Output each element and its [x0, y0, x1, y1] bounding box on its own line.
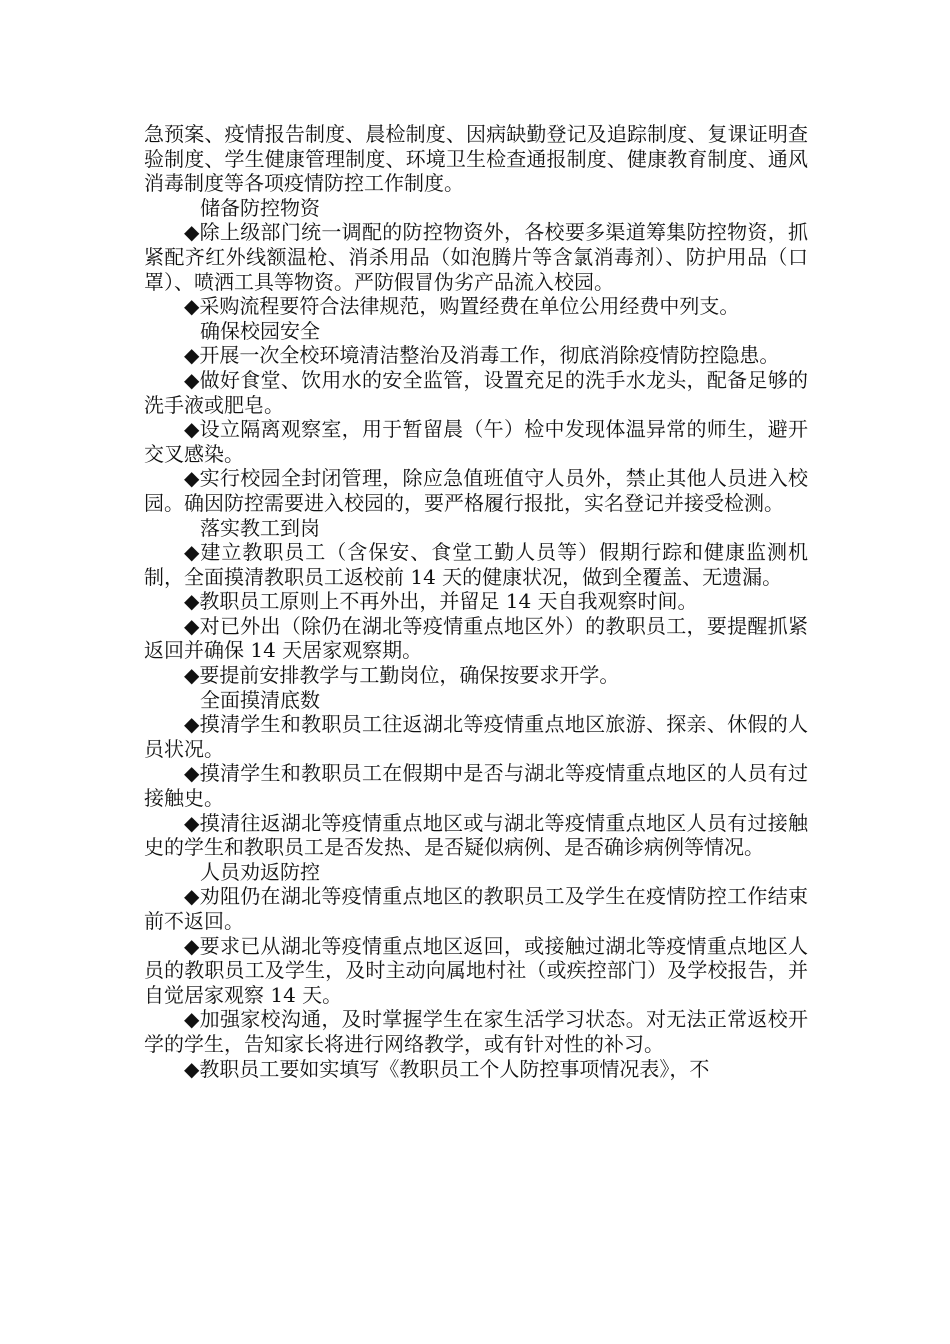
- list-item: ◆摸清学生和教职员工往返湖北等疫情重点地区旅游、探亲、休假的人员状况。: [144, 712, 808, 761]
- list-item: ◆建立教职员工（含保安、食堂工勤人员等）假期行踪和健康监测机制，全面摸清教职员工返校前 14 天的健康状况，做到全覆盖、无遗漏。: [144, 540, 808, 589]
- list-item: ◆教职员工要如实填写《教职员工个人防控事项情况表》，不: [184, 1056, 710, 1081]
- list-item: ◆设立隔离观察室，用于暂留晨（午）检中发现体温异常的师生，避开交叉感染。: [144, 417, 808, 466]
- list-item: ◆要求已从湖北等疫情重点地区返回，或接触过湖北等疫情重点地区人员的教职员工及学生，及时主动向属地村社（或疾控部门）及学校报告，并自觉居家观察 14 天。: [144, 933, 808, 1007]
- list-item: ◆教职员工原则上不再外出，并留足 14 天自我观察时间。: [184, 589, 698, 614]
- section-heading-persuasion: 人员劝返防控: [200, 859, 320, 884]
- section-heading-campus-safety: 确保校园安全: [200, 318, 320, 343]
- list-item: ◆摸清往返湖北等疫情重点地区或与湖北等疫情重点地区人员有过接触史的学生和教职员工是否发热、是否疑似病例、是否确诊病例等情况。: [144, 810, 808, 860]
- section-heading-staff: 落实教工到岗: [200, 515, 320, 540]
- document-page: [144, 122, 808, 1081]
- list-item: ◆摸清学生和教职员工在假期中是否与湖北等疫情重点地区的人员有过接触史。: [144, 761, 808, 811]
- list-item: ◆对已外出（除仍在湖北等疫情重点地区外）的教职员工，要提醒抓紧返回并确保 14 天居家观察期。: [144, 613, 808, 663]
- list-item: ◆劝阻仍在湖北等疫情重点地区的教职员工及学生在疫情防控工作结束前不返回。: [144, 884, 808, 933]
- list-item: ◆要提前安排教学与工勤岗位，确保按要求开学。: [184, 663, 620, 688]
- intro-paragraph: 急预案、疫情报告制度、晨检制度、因病缺勤登记及追踪制度、复课证明查验制度、学生健康管理制度、环境卫生检查通报制度、健康教育制度、通风消毒制度等各项疫情防控工作制度。: [144, 122, 808, 196]
- list-item: ◆做好食堂、饮用水的安全监管，设置充足的洗手水龙头，配备足够的洗手液或肥皂。: [144, 367, 808, 417]
- list-item: ◆实行校园全封闭管理，除应急值班值守人员外，禁止其他人员进入校园。确因防控需要进入校园的，要严格履行报批，实名登记并接受检测。: [144, 466, 808, 515]
- list-item: ◆加强家校沟通，及时掌握学生在家生活学习状态。对无法正常返校开学的学生，告知家长将进行网络教学，或有针对性的补习。: [144, 1007, 808, 1056]
- list-item: ◆开展一次全校环境清洁整治及消毒工作，彻底消除疫情防控隐患。: [184, 343, 780, 368]
- section-heading-supplies: 储备防控物资: [200, 195, 320, 220]
- list-item: ◆除上级部门统一调配的防控物资外，各校要多渠道筹集防控物资，抓紧配齐红外线额温枪、消杀用品（如泡腾片等含氯消毒剂）、防护用品（口罩）、喷洒工具等物资。严防假冒伪劣产品流入校园。: [144, 220, 808, 294]
- list-item: ◆采购流程要符合法律规范，购置经费在单位公用经费中列支。: [184, 294, 740, 319]
- section-heading-survey: 全面摸清底数: [200, 687, 320, 712]
